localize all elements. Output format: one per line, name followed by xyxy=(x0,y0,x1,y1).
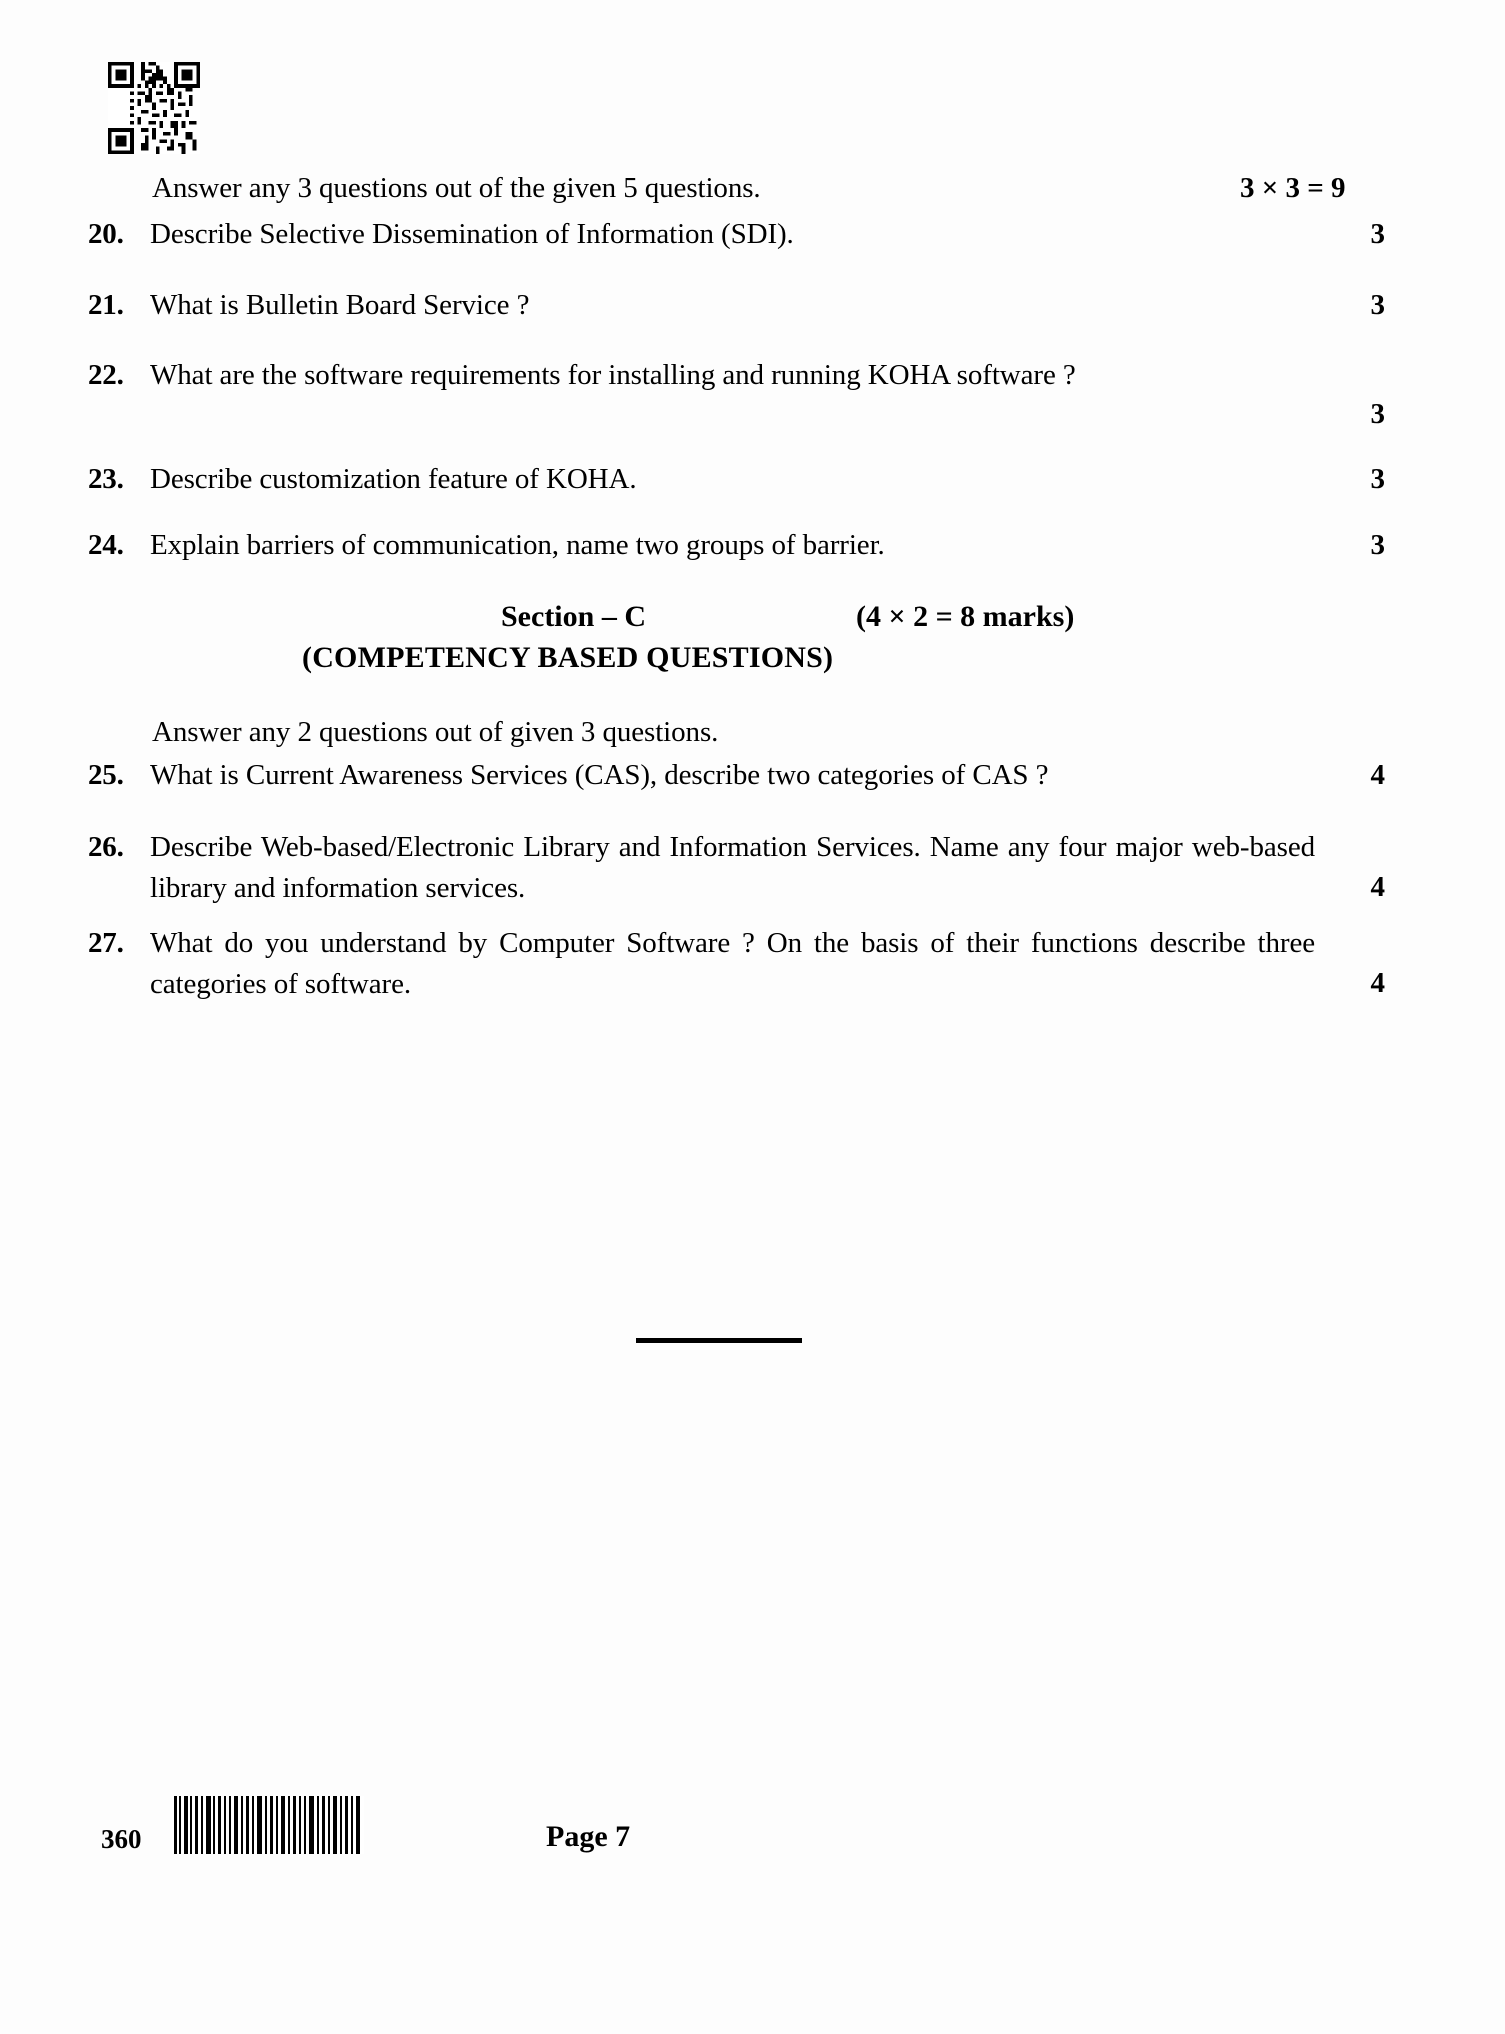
question-item xyxy=(88,755,1318,796)
section-b-answer-instruction xyxy=(152,168,1052,209)
section-b-marks-formula: 3 × 3 = 9 xyxy=(1240,172,1346,204)
question-number: 25. xyxy=(88,759,124,791)
question-item xyxy=(88,285,1188,326)
question-text: Describe Selective Dissemination of Information (SDI). xyxy=(150,218,794,250)
question-marks: 4 xyxy=(1370,871,1385,903)
qr-code-icon xyxy=(108,62,200,154)
question-number: 24. xyxy=(88,529,124,561)
question-text: Describe customization feature of KOHA. xyxy=(150,463,637,495)
question-number: 23. xyxy=(88,463,124,495)
instruction-text-b: Answer any 3 questions out of the given 5 questions. xyxy=(152,172,761,204)
section-c-subtitle: (COMPETENCY BASED QUESTIONS) xyxy=(302,641,834,674)
question-marks: 3 xyxy=(1370,529,1385,561)
question-marks: 4 xyxy=(1370,967,1385,999)
question-number: 22. xyxy=(88,359,124,391)
end-of-paper-divider xyxy=(636,1338,802,1343)
question-text: Describe Web-based/Electronic Library and Information Services. Name any four major web-based library and information services. xyxy=(150,831,1315,904)
question-item xyxy=(88,214,1188,255)
section-c-answer-instruction: Answer any 2 questions out of given 3 questions. xyxy=(152,716,719,748)
page-label: Page 7 xyxy=(546,1820,631,1853)
question-marks: 3 xyxy=(1370,289,1385,321)
question-text: What are the software requirements for installing and running KOHA software ? xyxy=(150,359,1076,391)
question-text: What do you understand by Computer Software ? On the basis of their functions describe three categories of software. xyxy=(150,927,1315,1000)
question-number: 21. xyxy=(88,289,124,321)
question-marks: 3 xyxy=(1370,463,1385,495)
question-number: 20. xyxy=(88,218,124,250)
question-marks: 3 xyxy=(1370,398,1385,430)
question-item xyxy=(88,459,1188,500)
question-item xyxy=(88,525,1268,566)
question-marks: 3 xyxy=(1370,218,1385,250)
question-text: What is Current Awareness Services (CAS), describe two categories of CAS ? xyxy=(150,759,1049,791)
question-text: What is Bulletin Board Service ? xyxy=(150,289,530,321)
question-item xyxy=(88,827,1323,909)
question-marks: 4 xyxy=(1370,759,1385,791)
question-item xyxy=(88,923,1323,1005)
paper-code: 360 xyxy=(101,1824,142,1854)
question-item xyxy=(88,355,1328,396)
barcode-icon xyxy=(172,1796,364,1854)
section-c-marks-formula: (4 × 2 = 8 marks) xyxy=(856,600,1075,633)
question-number: 27. xyxy=(88,927,124,959)
question-number: 26. xyxy=(88,831,124,863)
section-c-title: Section – C xyxy=(501,600,646,633)
question-text: Explain barriers of communication, name two groups of barrier. xyxy=(150,529,885,561)
